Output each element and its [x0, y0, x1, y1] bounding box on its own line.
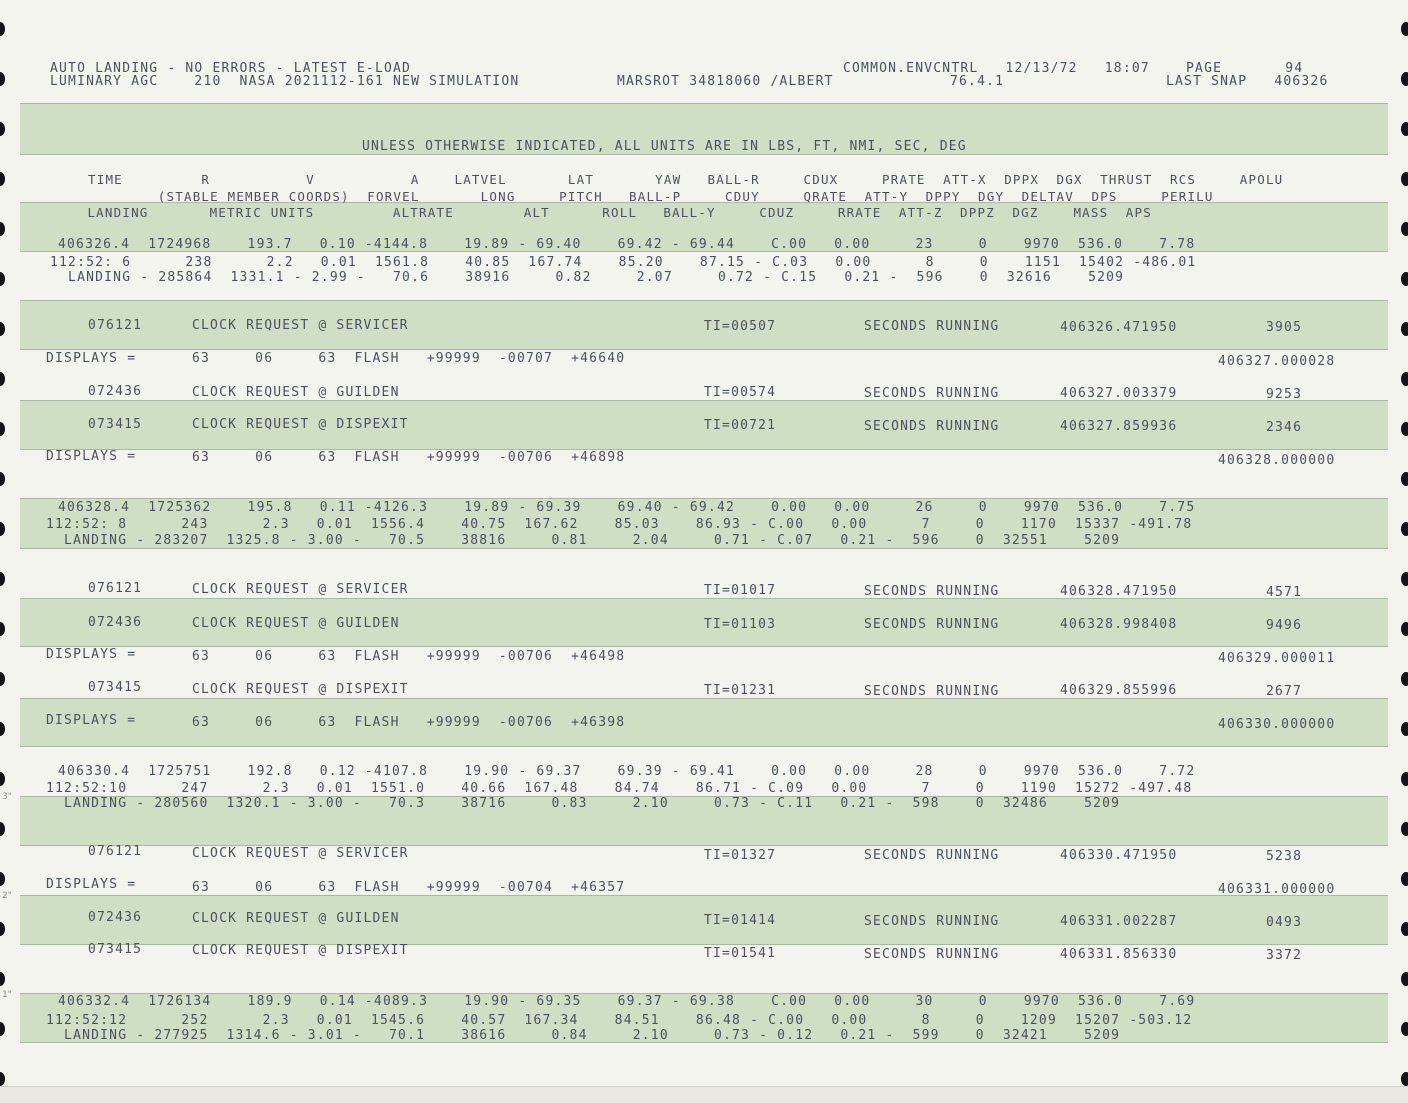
snapshot-row: LANDING - 280560 1320.1 - 3.00 - 70.3 38716 0.83 2.10 0.73 - C.11 0.21 - 598 0 32486 5209 — [46, 796, 1121, 811]
event-ti: TI=00507 — [704, 319, 777, 334]
margin-mark: 1" — [2, 990, 12, 1000]
header-run-info: COMMON.ENVCNTRL 12/13/72 18:07 PAGE 94 — [843, 61, 1304, 76]
displays-time: 406327.000028 — [1218, 354, 1336, 369]
snapshot-row: 112:52: 8 243 2.3 0.01 1556.4 40.75 167.62 85.03 86.93 - C.00 0.00 7 0 1170 15337 -491.78 — [46, 517, 1193, 532]
event-text: CLOCK REQUEST @ SERVICER — [192, 318, 409, 333]
event-seconds-label: SECONDS RUNNING — [864, 684, 1000, 699]
margin-mark: 3" — [2, 792, 12, 802]
displays-values: 63 06 63 FLASH +99999 -00706 +46898 — [192, 450, 626, 465]
snapshot-row: 112:52: 6 238 2.2 0.01 1561.8 40.85 167.74 85.20 87.15 - C.03 0.00 8 0 1151 15402 -486.01 — [50, 255, 1197, 270]
event-seconds-label: SECONDS RUNNING — [864, 848, 1000, 863]
displays-time: 406330.000000 — [1218, 717, 1336, 732]
event-number: 0493 — [1266, 915, 1303, 930]
event-text: CLOCK REQUEST @ SERVICER — [192, 582, 409, 597]
event-seconds-label: SECONDS RUNNING — [864, 947, 1000, 962]
event-address: 076121 — [88, 581, 143, 596]
event-text: CLOCK REQUEST @ GUILDEN — [192, 616, 400, 631]
event-number: 9496 — [1266, 618, 1303, 633]
paper-bottom-edge — [0, 1086, 1408, 1103]
event-number: 4571 — [1266, 585, 1303, 600]
event-time: 406328.998408 — [1060, 617, 1178, 632]
event-time: 406331.856330 — [1060, 947, 1178, 962]
event-text: CLOCK REQUEST @ GUILDEN — [192, 911, 400, 926]
event-time: 406327.003379 — [1060, 386, 1178, 401]
event-address: 076121 — [88, 318, 143, 333]
displays-label: DISPLAYS = — [46, 449, 137, 464]
displays-values: 63 06 63 FLASH +99999 -00707 +46640 — [192, 351, 626, 366]
event-text: CLOCK REQUEST @ DISPEXIT — [192, 943, 409, 958]
event-time: 406329.855996 — [1060, 683, 1178, 698]
margin-mark: 2" — [2, 891, 12, 901]
event-address: 073415 — [88, 680, 143, 695]
event-seconds-label: SECONDS RUNNING — [864, 319, 1000, 334]
displays-time: 406329.000011 — [1218, 651, 1336, 666]
displays-label: DISPLAYS = — [46, 713, 137, 728]
column-header-row-3: LANDING METRIC UNITS ALTRATE ALT ROLL BALL-Y CDUZ RRATE ATT-Z DPPZ DGZ MASS APS — [70, 205, 1152, 220]
snapshot-row: 112:52:10 247 2.3 0.01 1551.0 40.66 167.48 84.74 86.71 - C.09 0.00 7 0 1190 15272 -497.48 — [46, 781, 1193, 796]
event-number: 5238 — [1266, 849, 1303, 864]
displays-values: 63 06 63 FLASH +99999 -00706 +46398 — [192, 715, 626, 730]
column-header-row-1: TIME R V A LATVEL LAT YAW BALL-R CDUX PRATE ATT-X DPPX DGX THRUST RCS APOLU — [88, 172, 1284, 187]
event-ti: TI=01017 — [704, 583, 777, 598]
event-seconds-label: SECONDS RUNNING — [864, 386, 1000, 401]
event-seconds-label: SECONDS RUNNING — [864, 419, 1000, 434]
event-ti: TI=01327 — [704, 848, 777, 863]
event-number: 3372 — [1266, 948, 1303, 963]
header-version: 76.4.1 — [950, 74, 1005, 89]
header-program: LUMINARY AGC 210 NASA 2021112-161 NEW SIMULATION — [50, 74, 520, 89]
right-tractor-feed — [1394, 0, 1408, 1102]
event-time: 406330.471950 — [1060, 848, 1178, 863]
event-number: 3905 — [1266, 320, 1303, 335]
displays-label: DISPLAYS = — [46, 877, 137, 892]
event-address: 073415 — [88, 942, 143, 957]
snapshot-row: 406332.4 1726134 189.9 0.14 -4089.3 19.90 - 69.35 69.37 - 69.38 C.00 0.00 30 0 9970 536.0 7.69 — [58, 994, 1196, 1009]
snapshot-row: LANDING - 285864 1331.1 - 2.99 - 70.6 38916 0.82 2.07 0.72 - C.15 0.21 - 596 0 32616 5209 — [50, 270, 1125, 285]
event-ti: TI=00721 — [704, 418, 777, 433]
event-ti: TI=01414 — [704, 913, 777, 928]
displays-time: 406331.000000 — [1218, 882, 1336, 897]
event-text: CLOCK REQUEST @ GUILDEN — [192, 385, 400, 400]
event-address: 072436 — [88, 910, 143, 925]
event-seconds-label: SECONDS RUNNING — [864, 914, 1000, 929]
event-address: 072436 — [88, 615, 143, 630]
event-time: 406326.471950 — [1060, 320, 1178, 335]
displays-label: DISPLAYS = — [46, 351, 137, 366]
event-seconds-label: SECONDS RUNNING — [864, 617, 1000, 632]
event-seconds-label: SECONDS RUNNING — [864, 584, 1000, 599]
snapshot-row: 406328.4 1725362 195.8 0.11 -4126.3 19.89 - 69.39 69.40 - 69.42 0.00 0.00 26 0 9970 536.0 7.75 — [58, 500, 1196, 515]
event-text: CLOCK REQUEST @ DISPEXIT — [192, 417, 409, 432]
displays-label: DISPLAYS = — [46, 647, 137, 662]
displays-values: 63 06 63 FLASH +99999 -00704 +46357 — [192, 880, 626, 895]
snapshot-row: 406330.4 1725751 192.8 0.12 -4107.8 19.90 - 69.37 69.39 - 69.41 0.00 0.00 28 0 9970 536.0 7.72 — [58, 764, 1196, 779]
column-header-row-2: (STABLE MEMBER COORDS) FORVEL LONG PITCH BALL-P CDUY QRATE ATT-Y DPPY DGY DELTAV DPS PERILU — [88, 189, 1214, 204]
event-address: 073415 — [88, 417, 143, 432]
event-time: 406327.859936 — [1060, 419, 1178, 434]
header-title: AUTO LANDING - NO ERRORS - LATEST E-LOAD — [50, 61, 412, 76]
units-note: UNLESS OTHERWISE INDICATED, ALL UNITS ARE IN LBS, FT, NMI, SEC, DEG — [362, 139, 967, 154]
header-last-snap: LAST SNAP 406326 — [1166, 74, 1329, 89]
snapshot-row: 406326.4 1724968 193.7 0.10 -4144.8 19.89 - 69.40 69.42 - 69.44 C.00 0.00 23 0 9970 536.0 7.78 — [58, 237, 1196, 252]
event-time: 406331.002287 — [1060, 914, 1178, 929]
displays-values: 63 06 63 FLASH +99999 -00706 +46498 — [192, 649, 626, 664]
left-tractor-feed — [0, 0, 14, 1102]
event-ti: TI=00574 — [704, 385, 777, 400]
event-address: 076121 — [88, 844, 143, 859]
snapshot-row: LANDING - 283207 1325.8 - 3.00 - 70.5 38816 0.81 2.04 0.71 - C.07 0.21 - 596 0 32551 5209 — [46, 533, 1121, 548]
snapshot-row: 112:52:12 252 2.3 0.01 1545.6 40.57 167.34 84.51 86.48 - C.00 0.00 8 0 1209 15207 -503.12 — [46, 1013, 1193, 1028]
snapshot-row: LANDING - 277925 1314.6 - 3.01 - 70.1 38616 0.84 2.10 0.73 - 0.12 0.21 - 599 0 32421 5209 — [46, 1028, 1121, 1043]
event-ti: TI=01231 — [704, 683, 777, 698]
event-time: 406328.471950 — [1060, 584, 1178, 599]
event-text: CLOCK REQUEST @ DISPEXIT — [192, 682, 409, 697]
header-user: MARSROT 34818060 /ALBERT — [617, 74, 834, 89]
event-number: 2346 — [1266, 420, 1303, 435]
displays-time: 406328.000000 — [1218, 453, 1336, 468]
event-number: 9253 — [1266, 387, 1303, 402]
event-ti: TI=01541 — [704, 946, 777, 961]
event-text: CLOCK REQUEST @ SERVICER — [192, 846, 409, 861]
event-number: 2677 — [1266, 684, 1303, 699]
event-ti: TI=01103 — [704, 617, 777, 632]
event-address: 072436 — [88, 384, 143, 399]
